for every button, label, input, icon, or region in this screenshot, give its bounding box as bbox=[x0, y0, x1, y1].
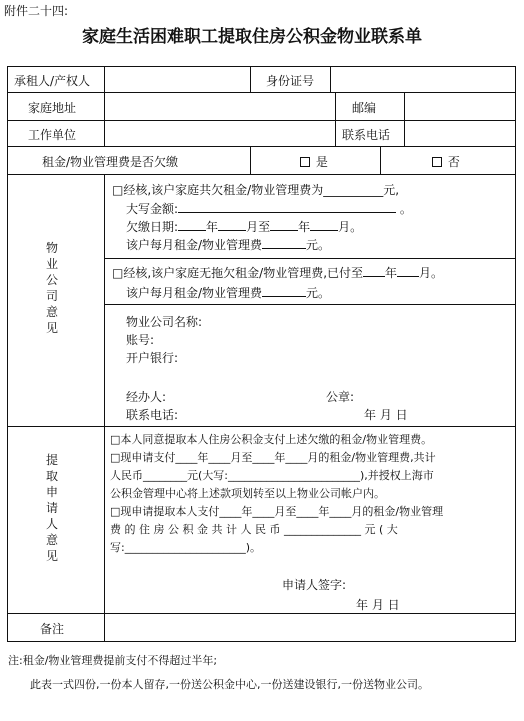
account-label: 账号: bbox=[126, 333, 155, 347]
application-line2c: 公积金管理中心将上述款项划转至以上物业公司帐户内。 bbox=[110, 487, 385, 500]
checkbox-icon bbox=[300, 157, 310, 167]
form-title: 家庭生活困难职工提取住房公积金物业联系单 bbox=[82, 27, 422, 47]
arrears-date-row: 欠缴日期: 年 月至 年 月。 bbox=[126, 220, 363, 234]
monthly-fee-row-2: 该户每月租金/物业管理费 元。 bbox=[126, 286, 331, 300]
application-line2b: 人民币________元(大写:________________________),并授权上海市 bbox=[110, 469, 434, 482]
bank-label: 开户银行: bbox=[126, 351, 179, 365]
renter-label: 承租人/产权人 bbox=[14, 74, 91, 88]
property-option1[interactable]: □经核,该户家庭共欠租金/物业管理费为__________元, bbox=[112, 183, 400, 197]
checkbox-icon bbox=[432, 157, 442, 167]
employer-label: 工作单位 bbox=[28, 128, 77, 142]
note-1: 注:租金/物业管理费提前支付不得超过半年; bbox=[8, 654, 218, 667]
application-line3b: 费 的 住 房 公 积 金 共 计 人 民 币 ______________ 元 ( 大 bbox=[110, 523, 398, 536]
handler-label: 经办人: bbox=[126, 390, 167, 404]
application-line3a[interactable]: □现申请提取本人支付____年____月至____年____月的租金/物业管理 bbox=[110, 505, 444, 518]
property-opinion-label: 物业公司意见 bbox=[45, 241, 58, 335]
id-number-label: 身份证号 bbox=[266, 74, 315, 88]
attachment-label: 附件二十四: bbox=[4, 4, 69, 18]
seal-label: 公章: bbox=[326, 390, 355, 404]
application-line1[interactable]: □本人同意提取本人住房公积金支付上述欠缴的租金/物业管理费。 bbox=[110, 433, 433, 446]
monthly-fee-row-1: 该户每月租金/物业管理费 元。 bbox=[126, 238, 331, 252]
note-2: 此表一式四份,一份本人留存,一份送公积金中心,一份送建设银行,一份送物业公司。 bbox=[30, 678, 429, 691]
arrears-question-label: 租金/物业管理费是否欠缴 bbox=[42, 155, 179, 169]
signature-label: 申请人签字: bbox=[282, 578, 347, 592]
applicant-opinion-label: 提取申请人意见 bbox=[45, 453, 58, 563]
arrears-yes-option[interactable]: 是 bbox=[300, 153, 328, 170]
postcode-label: 邮编 bbox=[352, 101, 377, 115]
application-line2a[interactable]: □现申请支付____年____月至____年____月的租金/物业管理费,共计 bbox=[110, 451, 436, 464]
address-label: 家庭地址 bbox=[28, 101, 77, 115]
property-date: 年 月 日 bbox=[364, 408, 408, 422]
contact-phone-label: 联系电话: bbox=[126, 408, 179, 422]
remarks-label: 备注 bbox=[40, 622, 65, 636]
property-option2[interactable]: □经核,该户家庭无拖欠租金/物业管理费,已付至 年 月。 bbox=[112, 266, 444, 280]
arrears-no-option[interactable]: 否 bbox=[432, 153, 460, 170]
upper-amount-row: 大写金额: 。 bbox=[126, 202, 412, 216]
company-name-label: 物业公司名称: bbox=[126, 315, 203, 329]
application-line3c: 写:______________________)。 bbox=[110, 541, 261, 554]
application-date: 年 月 日 bbox=[356, 598, 400, 612]
phone-label: 联系电话 bbox=[342, 128, 391, 142]
